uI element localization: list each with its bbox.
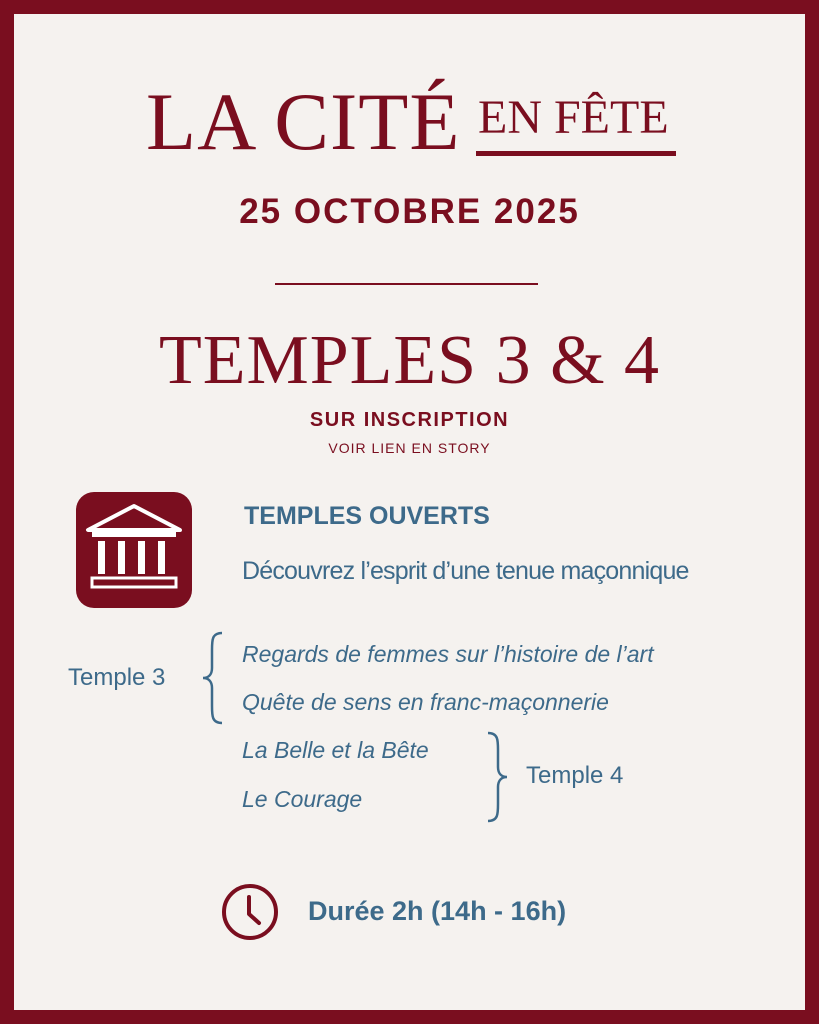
temple-building-icon: [76, 492, 192, 608]
title-underline: [476, 151, 676, 156]
right-brace-icon: [484, 730, 510, 824]
temple3-label: Temple 3: [68, 664, 166, 691]
clock-icon: [221, 883, 279, 941]
registration-note: VOIR LIEN EN STORY: [328, 440, 491, 456]
temple4-talk-1: La Belle et la Bête: [242, 737, 429, 763]
left-brace-icon: [200, 630, 226, 726]
temples-title: TEMPLES 3 & 4: [158, 322, 661, 399]
temple4-talk-2: Le Courage: [242, 786, 363, 812]
open-temples-heading: TEMPLES OUVERTS: [244, 502, 490, 530]
divider: [275, 283, 538, 285]
open-temples-description: Découvrez l’esprit d’une tenue maçonnique: [242, 557, 689, 585]
registration-label: SUR INSCRIPTION: [309, 409, 510, 431]
title-main: LA CITÉ: [146, 76, 461, 167]
duration-text: Durée 2h (14h - 16h): [308, 896, 567, 926]
event-date: 25 OCTOBRE 2025: [239, 192, 580, 231]
temple4-label: Temple 4: [526, 762, 624, 789]
temple3-talk-2: Quête de sens en franc-maçonnerie: [242, 689, 609, 715]
title-sub: EN FÊTE: [478, 91, 669, 144]
temple3-talk-1: Regards de femmes sur l’histoire de l’art: [242, 641, 654, 667]
